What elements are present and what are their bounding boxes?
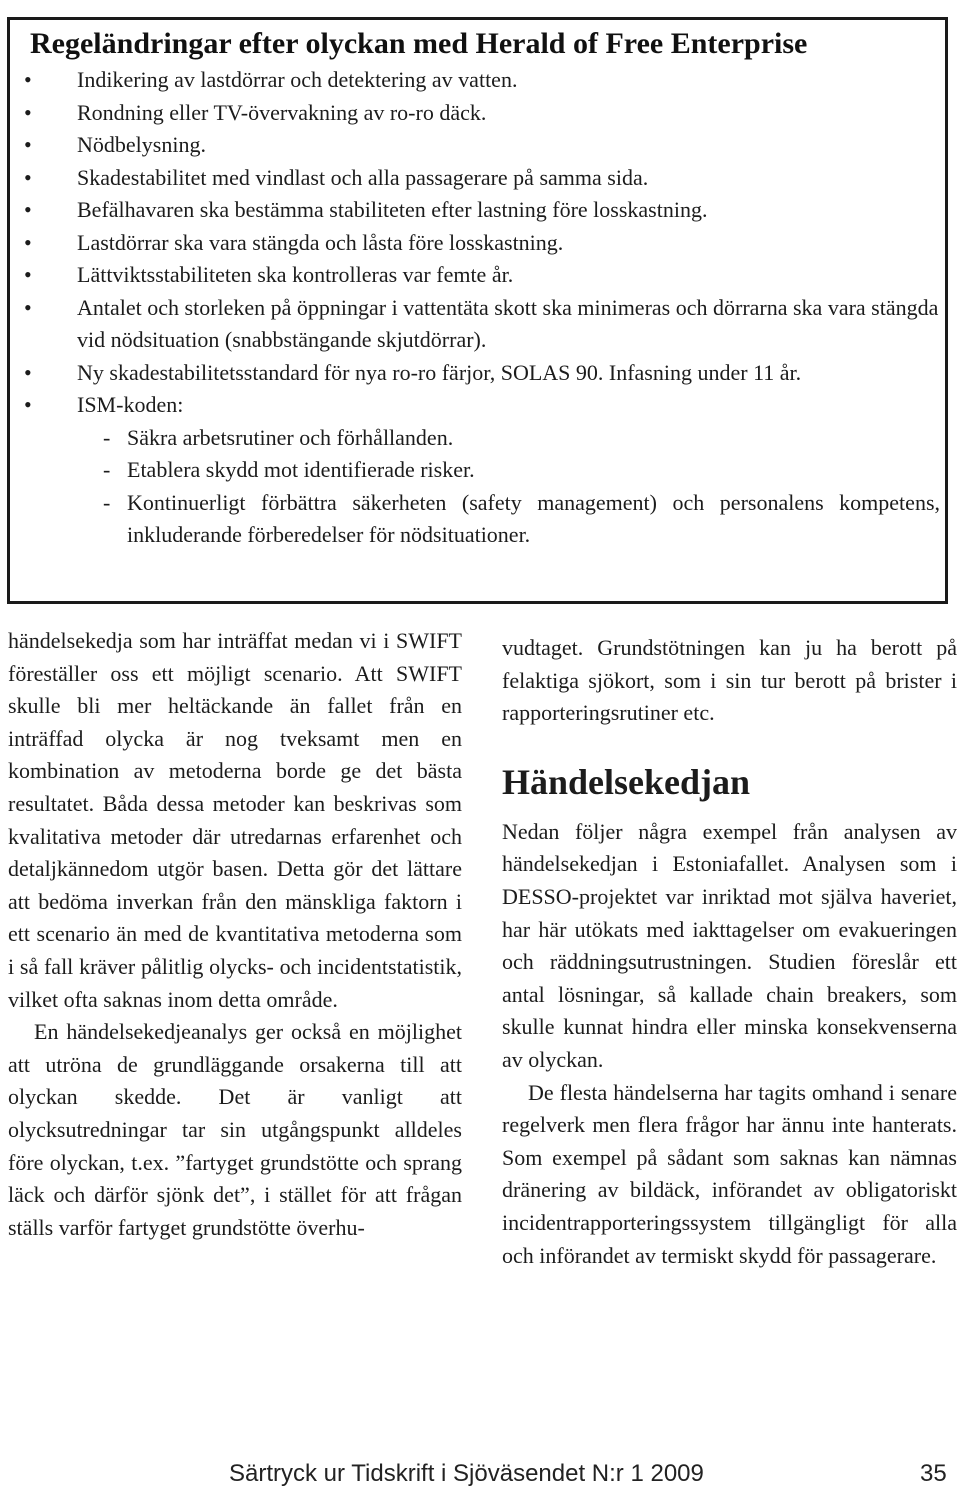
right-column bbox=[502, 632, 957, 1272]
bullet-item: • ISM-koden: bbox=[0, 389, 960, 422]
bullet-item: • Nödbelysning. bbox=[0, 129, 960, 162]
bullet-item: • Lättviktsstabiliteten ska kontrolleras var femte år. bbox=[0, 259, 960, 292]
regulation-list bbox=[0, 64, 960, 552]
dash-marker: - bbox=[103, 489, 111, 515]
dash-marker: - bbox=[103, 457, 111, 482]
body-paragraph: Nedan följer några exempel från analysen av händelsekedjan i Estoniafallet. Analysen som i DESSO-projektet var inriktad mot själva haveriet, har här utökats med iakttagelser om evakueringen och räddningsutrustningen. Studien föreslår ett antal lösningar, så kallade chain breakers, som skulle kunnat hindra eller minska konsekvenserna av olyckan. bbox=[502, 818, 957, 1072]
bullet-item: • Antalet och storleken på öppningar i vattentäta skott ska minimeras och dörrarna ska vara stängda vid nödsituation (snabbstängande skjutdörrar). bbox=[0, 292, 960, 357]
bullet-item: • Rondning eller TV-övervakning av ro-ro däck. bbox=[0, 97, 960, 130]
bullet-item: • Ny skadestabilitetsstandard för nya ro-ro färjor, SOLAS 90. Infasning under 11 år. bbox=[0, 357, 960, 390]
ism-sub-item-text: Kontinuerligt förbättra säkerheten (safety management) och personalens kompetens, inkluderande förberedelser för nödsituationer. bbox=[127, 489, 940, 547]
ism-sub-item bbox=[0, 454, 960, 487]
body-paragraph: vudtaget. Grundstötningen kan ju ha berott på felaktiga sjökort, som i sin tur berott på brister i rapporteringsrutiner etc. bbox=[502, 635, 957, 726]
left-column bbox=[8, 625, 462, 1244]
ism-sub-item-text: Säkra arbetsrutiner och förhållanden. bbox=[127, 424, 454, 450]
ism-sub-item bbox=[0, 422, 960, 455]
body-paragraph: En händelsekedjeanalys ger också en möjlighet att utröna de grundläggande orsakerna till att olyckan skedde. Det är vanligt att olycksutredningar tar sin utgångspunkt alldeles före olyckan, t.ex. ”fartyget grundstötte och sprang läck och därför sjönk det”, i stället för att frågan ställs varför fartyget grundstötte överhu- bbox=[8, 1019, 462, 1240]
bullet-item: • Befälhavaren ska bestämma stabiliteten efter lastning före losskastning. bbox=[0, 194, 960, 227]
bullet-item: • Indikering av lastdörrar och detektering av vatten. bbox=[0, 64, 960, 97]
section-heading: Händelsekedjan bbox=[502, 761, 751, 802]
box-title: Regeländringar efter olyckan med Herald of Free Enterprise bbox=[30, 27, 808, 60]
page-number: 35 bbox=[920, 1460, 947, 1487]
dash-marker: - bbox=[103, 424, 111, 450]
ism-sub-item bbox=[0, 487, 960, 552]
journal-citation: Särtryck ur Tidskrift i Sjöväsendet N:r 1 2009 bbox=[229, 1460, 704, 1487]
bullet-item: • Lastdörrar ska vara stängda och låsta före losskastning. bbox=[0, 227, 960, 260]
body-paragraph: händelsekedja som har inträffat medan vi i SWIFT föreställer oss ett möjligt scenario. Att SWIFT skulle bli mer heltäckande än fallet från en inträffad olycka är nog tveksamt men en kombination av metoderna borde ge det bästa resultatet. Båda dessa metoder kan beskrivas som kvalitativa metoder där utredarnas erfarenhet och detaljkännedom utgör basen. Detta gör det lättare att bedöma inverkan från den mänskliga faktorn i ett scenario än med de kvantitativa metoderna som i så fall kräver pålitlig olycks- och incidentstatistik, vilket ofta saknas inom detta område. bbox=[8, 628, 462, 1012]
body-paragraph: De flesta händelserna har tagits omhand i senare regelverk men flera frågor har ännu inte hanterats. Som exempel på sådant som saknas kan nämnas dränering av bildäck, införandet av obligatoriskt incidentrapporteringssystem tillgängligt för alla och införandet av termiskt skydd för passagerare. bbox=[502, 1079, 957, 1268]
ism-sub-item-text: Etablera skydd mot identifierade risker. bbox=[127, 457, 475, 482]
bullet-item: • Skadestabilitet med vindlast och alla passagerare på samma sida. bbox=[0, 162, 960, 195]
